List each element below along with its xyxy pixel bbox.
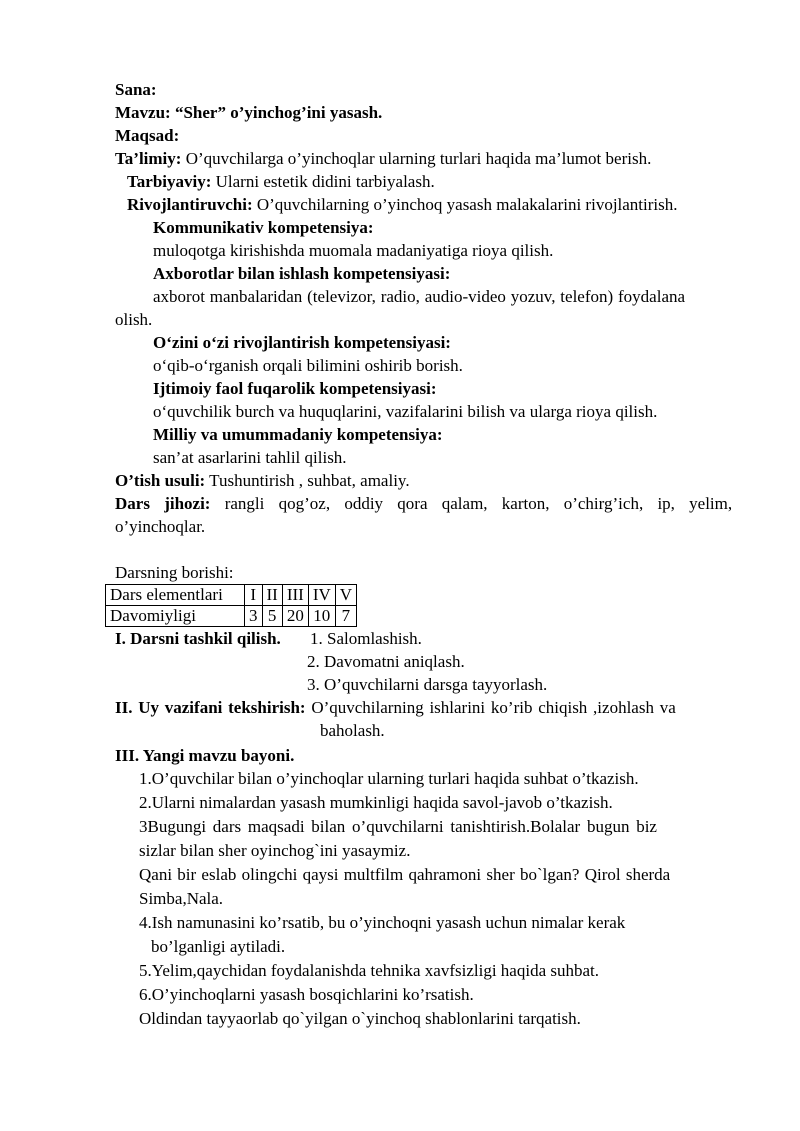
table-cell: 5 (262, 606, 282, 627)
competency-title: Milliy va umummadaniy kompetensiya: (153, 425, 443, 444)
competency-title: O‘zini o‘zi rivojlantirish kompetensiyasi: (153, 333, 451, 352)
section-3-title: III. Yangi mavzu bayoni. (115, 746, 295, 765)
competency-text: o‘quvchilik burch va huquqlarini, vazifalarini bilish va ularga rioya qilish. (153, 402, 658, 421)
table-cell: 20 (282, 606, 308, 627)
section-1: I. Darsni tashkil qilish. 1. Salomlashish. (115, 629, 422, 648)
section-3-paragraph: 6.O’yinchoqlarni yasash bosqichlarini ko’rsatish. (139, 985, 474, 1004)
date-label: Sana: (115, 80, 157, 99)
topic-title: Mavzu: “Sher” o’yinchog’ini yasash. (115, 103, 383, 122)
section-3-paragraph: 5.Yelim,qaychidan foydalanishda tehnika xavfsizligi haqida suhbat. (139, 961, 600, 980)
table-row (106, 606, 357, 627)
section-1-item: 3. O’quvchilarni darsga tayyorlash. (307, 675, 548, 694)
table-cell: 3 (245, 606, 263, 627)
educational-goal: Ta’limiy: O’quvchilarga o’yinchoqlar ularning turlari haqida ma’lumot berish. (115, 149, 652, 168)
table-cell: IV (308, 585, 335, 606)
competency-text-cont: olish. (115, 310, 153, 329)
table-cell: II (262, 585, 282, 606)
section-3-paragraph: Oldindan tayyaorlab qo`yilgan o`yinchoq shablonlarini tarqatish. (139, 1009, 581, 1028)
competency-text: san’at asarlarini tahlil qilish. (153, 448, 347, 467)
competency-text: muloqotga kirishishda muomala madaniyatiga rioya qilish. (153, 241, 554, 260)
upbringing-goal: Tarbiyaviy: Ularni estetik didini tarbiyalash. (127, 172, 435, 191)
section-2-cont: baholash. (320, 721, 385, 740)
development-goal: Rivojlantiruvchi: O’quvchilarning o’yinchoq yasash malakalarini rivojlantirish. (127, 195, 678, 214)
teaching-method: O’tish usuli: Tushuntirish , suhbat, amaliy. (115, 471, 410, 490)
lesson-equipment-cont: o’yinchoqlar. (115, 517, 206, 536)
section-3-paragraph: 3Bugungi dars maqsadi bilan o’quvchilarni tanishtirish.Bolalar bugun biz (139, 817, 657, 836)
section-3-paragraph: Simba,Nala. (139, 889, 224, 908)
section-3-paragraph: 1.O’quvchilar bilan o’yinchoqlar ularning turlari haqida suhbat o’tkazish. (139, 769, 639, 788)
lesson-equipment: Dars jihozi: rangli qog’oz, oddiy qora qalam, karton, o’chirg’ich, ip, yelim, (115, 494, 733, 513)
section-3-paragraph: 2.Ularni nimalardan yasash mumkinligi haqida savol-javob o’tkazish. (139, 793, 613, 812)
table-cell: III (282, 585, 308, 606)
lesson-progress-title: Darsning borishi: (115, 563, 234, 582)
competency-text: o‘qib-o‘rganish orqali bilimini oshirib borish. (153, 356, 463, 375)
competency-text: axborot manbalaridan (televizor, radio, audio-video yozuv, telefon) foydalana (153, 287, 686, 306)
section-1-item: 2. Davomatni aniqlash. (307, 652, 465, 671)
lesson-timing-table (105, 584, 357, 627)
section-3-paragraph: Qani bir eslab olingchi qaysi multfilm qahramoni sher bo`lgan? Qirol sherda (139, 865, 671, 884)
table-cell: Dars elementlari (106, 585, 245, 606)
table-cell: V (335, 585, 356, 606)
table-cell: 7 (335, 606, 356, 627)
section-3-paragraph: sizlar bilan sher oyinchog`ini yasaymiz. (139, 841, 411, 860)
competency-title: Kommunikativ kompetensiya: (153, 218, 374, 237)
goal-label: Maqsad: (115, 126, 180, 145)
section-3-paragraph: bo’lganligi aytiladi. (151, 937, 286, 956)
section-3-paragraph: 4.Ish namunasini ko’rsatib, bu o’yinchoqni yasash uchun nimalar kerak (139, 913, 626, 932)
table-cell: I (245, 585, 263, 606)
lesson-plan-page (110, 78, 742, 1031)
section-2: II. Uy vazifani tekshirish: O’quvchilarning ishlarini ko’rib chiqish ,izohlash va (115, 698, 676, 717)
table-row (106, 585, 357, 606)
table-cell: Davomiyligi (106, 606, 245, 627)
competency-title: Ijtimoiy faol fuqarolik kompetensiyasi: (153, 379, 437, 398)
competency-title: Axborotlar bilan ishlash kompetensiyasi: (153, 264, 451, 283)
table-cell: 10 (308, 606, 335, 627)
